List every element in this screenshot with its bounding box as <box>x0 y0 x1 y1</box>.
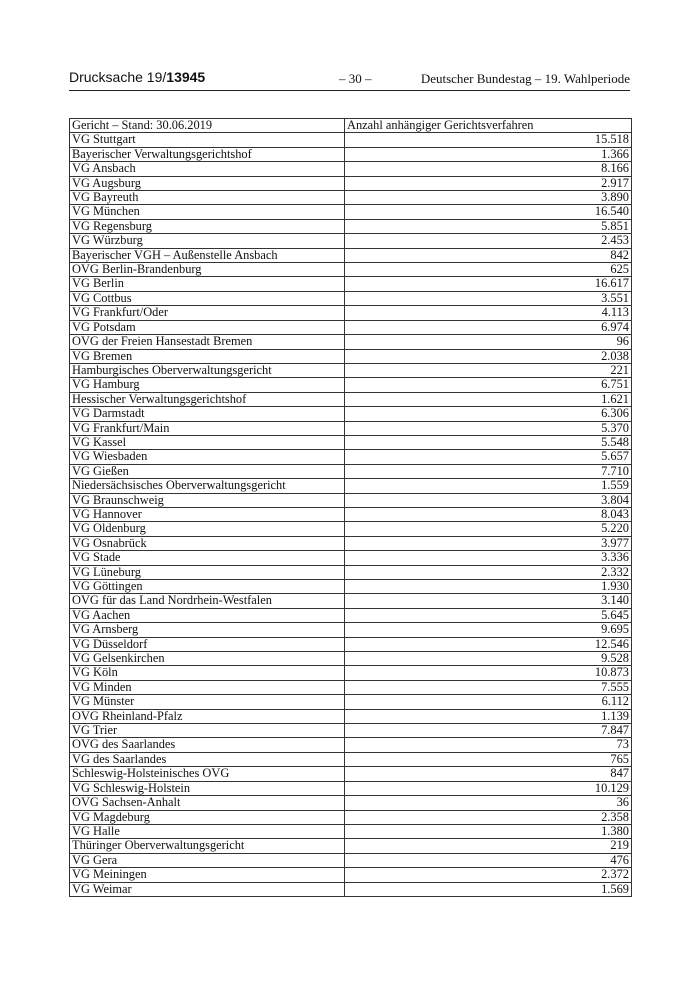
case-count-cell: 3.140 <box>345 594 632 608</box>
case-count-cell: 73 <box>345 738 632 752</box>
table-header-row <box>70 119 632 133</box>
case-count-cell: 221 <box>345 363 632 377</box>
case-count-cell: 3.890 <box>345 191 632 205</box>
court-name-cell: OVG des Saarlandes <box>70 738 345 752</box>
court-name-cell: OVG Berlin-Brandenburg <box>70 263 345 277</box>
court-name-cell: VG Weimar <box>70 882 345 896</box>
case-count-cell: 219 <box>345 839 632 853</box>
table-row <box>70 652 632 666</box>
case-count-cell: 6.306 <box>345 407 632 421</box>
court-name-cell: VG Frankfurt/Main <box>70 421 345 435</box>
table-row <box>70 450 632 464</box>
table-row <box>70 868 632 882</box>
table-row <box>70 349 632 363</box>
case-count-cell: 6.751 <box>345 378 632 392</box>
court-name-cell: VG Aachen <box>70 608 345 622</box>
case-count-cell: 2.038 <box>345 349 632 363</box>
table-row <box>70 680 632 694</box>
court-name-cell: Niedersächsisches Oberverwaltungsgericht <box>70 479 345 493</box>
table-row <box>70 767 632 781</box>
court-name-cell: VG Hamburg <box>70 378 345 392</box>
table-row <box>70 738 632 752</box>
case-count-cell: 625 <box>345 263 632 277</box>
case-count-cell: 12.546 <box>345 637 632 651</box>
court-name-cell: VG Bayreuth <box>70 191 345 205</box>
court-table <box>69 118 632 897</box>
court-name-cell: VG Cottbus <box>70 291 345 305</box>
case-count-cell: 15.518 <box>345 133 632 147</box>
court-name-cell: VG Braunschweig <box>70 493 345 507</box>
court-name-cell: Bayerischer Verwaltungsgerichtshof <box>70 147 345 161</box>
case-count-cell: 10.129 <box>345 781 632 795</box>
court-name-cell: VG Halle <box>70 824 345 838</box>
table-row <box>70 306 632 320</box>
court-name-cell: VG Osnabrück <box>70 536 345 550</box>
case-count-cell: 8.166 <box>345 162 632 176</box>
table-row <box>70 522 632 536</box>
table-row <box>70 162 632 176</box>
court-name-cell: VG Magdeburg <box>70 810 345 824</box>
case-count-cell: 842 <box>345 248 632 262</box>
court-name-cell: OVG Sachsen-Anhalt <box>70 796 345 810</box>
case-count-cell: 16.540 <box>345 205 632 219</box>
court-name-cell: Thüringer Oberverwaltungsgericht <box>70 839 345 853</box>
court-name-cell: Schleswig-Holsteinisches OVG <box>70 767 345 781</box>
case-count-cell: 8.043 <box>345 507 632 521</box>
court-name-cell: OVG für das Land Nordrhein-Westfalen <box>70 594 345 608</box>
table-row <box>70 493 632 507</box>
table-row <box>70 263 632 277</box>
court-name-cell: VG Würzburg <box>70 234 345 248</box>
court-name-cell: VG Oldenburg <box>70 522 345 536</box>
table-row <box>70 709 632 723</box>
court-name-cell: VG Gießen <box>70 464 345 478</box>
table-row <box>70 882 632 896</box>
court-name-cell: VG Gelsenkirchen <box>70 652 345 666</box>
case-count-cell: 5.548 <box>345 435 632 449</box>
table-row <box>70 219 632 233</box>
court-name-cell: VG Darmstadt <box>70 407 345 421</box>
table-row <box>70 464 632 478</box>
column-header-court: Gericht – Stand: 30.06.2019 <box>70 119 345 133</box>
case-count-cell: 1.380 <box>345 824 632 838</box>
case-count-cell: 2.917 <box>345 176 632 190</box>
court-name-cell: VG Meiningen <box>70 868 345 882</box>
document-id <box>69 69 205 85</box>
case-count-cell: 10.873 <box>345 666 632 680</box>
court-name-cell: Hamburgisches Oberverwaltungsgericht <box>70 363 345 377</box>
court-name-cell: VG Kassel <box>70 435 345 449</box>
court-name-cell: Hessischer Verwaltungsgerichtshof <box>70 392 345 406</box>
court-name-cell: VG Potsdam <box>70 320 345 334</box>
case-count-cell: 1.569 <box>345 882 632 896</box>
case-count-cell: 7.847 <box>345 724 632 738</box>
case-count-cell: 5.657 <box>345 450 632 464</box>
court-name-cell: VG Stuttgart <box>70 133 345 147</box>
table-row <box>70 724 632 738</box>
table-row <box>70 378 632 392</box>
court-name-cell: VG Arnsberg <box>70 623 345 637</box>
court-name-cell: OVG Rheinland-Pfalz <box>70 709 345 723</box>
publisher: Deutscher Bundestag – 19. Wahlperiode <box>420 71 630 86</box>
table-row <box>70 421 632 435</box>
table-row <box>70 580 632 594</box>
case-count-cell: 5.851 <box>345 219 632 233</box>
court-name-cell: VG Ansbach <box>70 162 345 176</box>
case-count-cell: 3.804 <box>345 493 632 507</box>
column-header-count: Anzahl anhängiger Gerichtsverfahren <box>345 119 632 133</box>
table-row <box>70 147 632 161</box>
case-count-cell: 1.366 <box>345 147 632 161</box>
case-count-cell: 3.977 <box>345 536 632 550</box>
case-count-cell: 36 <box>345 796 632 810</box>
table-row <box>70 637 632 651</box>
table-row <box>70 752 632 766</box>
case-count-cell: 96 <box>345 335 632 349</box>
case-count-cell: 7.555 <box>345 680 632 694</box>
table-row <box>70 320 632 334</box>
court-name-cell: VG des Saarlandes <box>70 752 345 766</box>
table-row <box>70 176 632 190</box>
table-row <box>70 291 632 305</box>
table-row <box>70 234 632 248</box>
court-name-cell: VG München <box>70 205 345 219</box>
case-count-cell: 5.220 <box>345 522 632 536</box>
case-count-cell: 9.528 <box>345 652 632 666</box>
court-name-cell: VG Minden <box>70 680 345 694</box>
court-name-cell: VG Stade <box>70 551 345 565</box>
court-name-cell: VG Augsburg <box>70 176 345 190</box>
table-row <box>70 781 632 795</box>
case-count-cell: 1.139 <box>345 709 632 723</box>
court-name-cell: VG Berlin <box>70 277 345 291</box>
table-row <box>70 205 632 219</box>
document-number: 13945 <box>166 69 206 85</box>
table-row <box>70 824 632 838</box>
table-row <box>70 608 632 622</box>
case-count-cell: 4.113 <box>345 306 632 320</box>
table-row <box>70 407 632 421</box>
table-row <box>70 796 632 810</box>
case-count-cell: 2.453 <box>345 234 632 248</box>
case-count-cell: 3.336 <box>345 551 632 565</box>
table-row <box>70 594 632 608</box>
court-name-cell: VG Lüneburg <box>70 565 345 579</box>
case-count-cell: 2.332 <box>345 565 632 579</box>
table-row <box>70 623 632 637</box>
case-count-cell: 476 <box>345 853 632 867</box>
page-number: – 30 – <box>339 71 372 86</box>
case-count-cell: 5.370 <box>345 421 632 435</box>
court-name-cell: VG Bremen <box>70 349 345 363</box>
table-row <box>70 479 632 493</box>
table-row <box>70 839 632 853</box>
case-count-cell: 765 <box>345 752 632 766</box>
court-name-cell: VG Wiesbaden <box>70 450 345 464</box>
court-name-cell: VG Düsseldorf <box>70 637 345 651</box>
table-row <box>70 810 632 824</box>
court-name-cell: VG Regensburg <box>70 219 345 233</box>
header-rule <box>69 90 630 91</box>
case-count-cell: 2.372 <box>345 868 632 882</box>
case-count-cell: 1.559 <box>345 479 632 493</box>
table-row <box>70 853 632 867</box>
court-name-cell: VG Hannover <box>70 507 345 521</box>
court-name-cell: VG Köln <box>70 666 345 680</box>
court-name-cell: VG Schleswig-Holstein <box>70 781 345 795</box>
case-count-cell: 3.551 <box>345 291 632 305</box>
case-count-cell: 7.710 <box>345 464 632 478</box>
table-body <box>70 133 632 897</box>
case-count-cell: 16.617 <box>345 277 632 291</box>
table-row <box>70 248 632 262</box>
table-row <box>70 392 632 406</box>
court-name-cell: Bayerischer VGH – Außenstelle Ansbach <box>70 248 345 262</box>
case-count-cell: 847 <box>345 767 632 781</box>
case-count-cell: 2.358 <box>345 810 632 824</box>
table-row <box>70 435 632 449</box>
court-name-cell: VG Trier <box>70 724 345 738</box>
table-row <box>70 507 632 521</box>
case-count-cell: 6.974 <box>345 320 632 334</box>
table-row <box>70 536 632 550</box>
table-row <box>70 277 632 291</box>
court-name-cell: VG Gera <box>70 853 345 867</box>
table-row <box>70 565 632 579</box>
court-name-cell: VG Göttingen <box>70 580 345 594</box>
table-row <box>70 133 632 147</box>
case-count-cell: 6.112 <box>345 695 632 709</box>
page-header <box>69 69 630 89</box>
case-count-cell: 9.695 <box>345 623 632 637</box>
court-name-cell: OVG der Freien Hansestadt Bremen <box>70 335 345 349</box>
table-row <box>70 695 632 709</box>
case-count-cell: 1.930 <box>345 580 632 594</box>
table-row <box>70 363 632 377</box>
court-name-cell: VG Frankfurt/Oder <box>70 306 345 320</box>
table-row <box>70 551 632 565</box>
table-row <box>70 191 632 205</box>
court-name-cell: VG Münster <box>70 695 345 709</box>
case-count-cell: 1.621 <box>345 392 632 406</box>
case-count-cell: 5.645 <box>345 608 632 622</box>
table-row <box>70 666 632 680</box>
table-row <box>70 335 632 349</box>
document-label: Drucksache 19/ <box>69 69 167 85</box>
